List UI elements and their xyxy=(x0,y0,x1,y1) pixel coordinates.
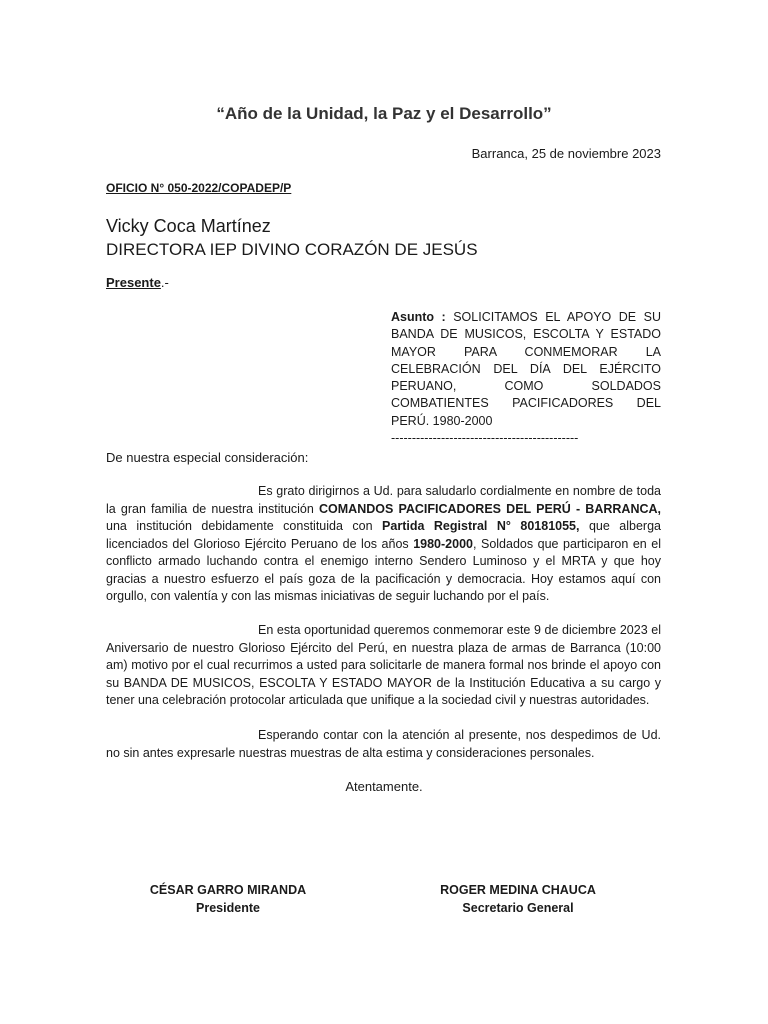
salutation: De nuestra especial consideración: xyxy=(106,450,309,465)
paragraph-1-text-e: que alberga licenciados del Glorioso Ejército Peruano de los años xyxy=(106,519,662,551)
paragraph-2 xyxy=(106,622,661,710)
presente-label: Presente xyxy=(106,275,161,290)
paragraph-2-text: En esta oportunidad queremos conmemorar este 9 de diciembre 2023 el Aniversario de nuestro Glorioso Ejército del Perú, en nuestra plaza de armas de Barranca (10:00 am) motivo por el cual recurrimos a usted para solicitarle de manera formal nos brinde el apoyo con su BANDA DE MUSICOS, ESCOLTA Y ESTADO MAYOR de la Institución Educativa a su cargo y tener una celebración protocolar articulada que unifique a la sociedad civil y nuestras autoridades. xyxy=(106,623,661,707)
place-date: Barranca, 25 de noviembre 2023 xyxy=(471,146,661,161)
paragraph-1 xyxy=(106,483,661,606)
oficio-number: OFICIO N° 050-2022/COPADEP/P xyxy=(106,181,292,195)
signer-role: Secretario General xyxy=(462,901,574,915)
signer-name: CÉSAR GARRO MIRANDA xyxy=(149,883,307,897)
year-motto: “Año de la Unidad, la Paz y el Desarrollo” xyxy=(216,104,552,123)
institution-name: COMANDOS PACIFICADORES DEL PERÚ - BARRANCA, xyxy=(319,501,661,516)
recipient-title: DIRECTORA IEP DIVINO CORAZÓN DE JESÚS xyxy=(106,240,478,259)
signature-secretary xyxy=(408,881,628,917)
signer-role: Presidente xyxy=(196,901,260,915)
signer-name: ROGER MEDINA CHAUCA xyxy=(440,883,596,897)
paragraph-1-text-a: Es grato dirigirnos a Ud. para saludarlo cordialmente en nombre de toda la gran familia de nuestra institución xyxy=(106,484,661,516)
recipient-name: Vicky Coca Martínez xyxy=(106,216,271,236)
registry-number: Partida Registral N° 80181055, xyxy=(382,519,580,533)
closing: Atentamente. xyxy=(345,779,423,794)
paragraph-1-text-g: , Soldados que participaron en el conflicto armado luchando contra el enemigo interno Sendero Luminoso y el MRTA y que hoy gracias a nuestro esfuerzo el país goza de la pacificación y democracia. Hoy estamos aquí con orgullo, con valentía y con las mismas iniciativas de seguir luchando por el país. xyxy=(106,536,662,603)
signature-president xyxy=(118,881,338,917)
paragraph-3-text: Esperando contar con la atención al presente, nos despedimos de Ud. no sin antes expresarle nuestras muestras de alta estima y consideraciones personales. xyxy=(106,728,661,760)
subject-block xyxy=(391,309,661,447)
years-range: 1980-2000 xyxy=(413,536,473,551)
presente-line xyxy=(106,275,169,290)
presente-suffix: .- xyxy=(160,275,169,290)
subject-label: Asunto : xyxy=(391,310,446,324)
subject-text: SOLICITAMOS EL APOYO DE SU BANDA DE MUSICOS, ESCOLTA Y ESTADO MAYOR PARA CONMEMORAR LA CELEBRACIÓN DEL DÍA DEL EJÉRCITO PERUANO, COMO SOLDADOS COMBATIENTES PACIFICADORES DEL PERÚ. 1980-2000 xyxy=(391,310,661,428)
paragraph-3 xyxy=(106,727,661,762)
paragraph-1-text-c: una institución debidamente constituida con xyxy=(106,519,383,533)
subject-underline: --------------------------------------------- xyxy=(391,431,579,446)
